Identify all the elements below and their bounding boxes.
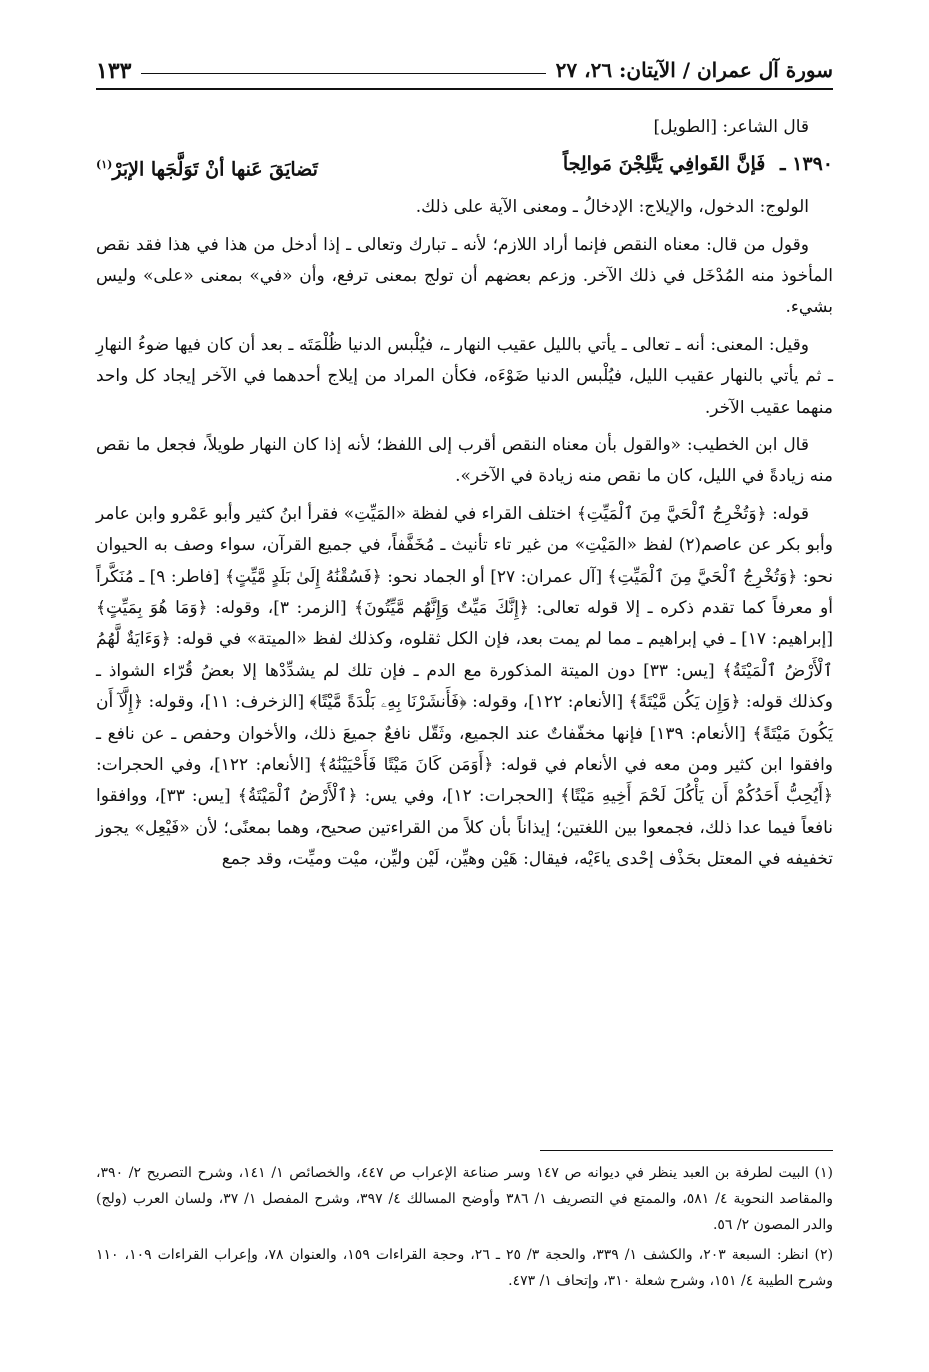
poetry-verse: [96, 149, 833, 186]
verse-second-hemistich: تَضايَقَ عَنها أنْ تَوَلَّجَها الإبَرْ$^{(١)}$: [96, 158, 318, 181]
verse-first-hemistich: ١٣٩٠ ـ فَإنَّ القَوافِي يَتَّلِجْنَ مَوالِجاً: [562, 153, 833, 176]
header-rule: [141, 73, 545, 74]
footnote: (٢) انظر: السبعة ٢٠٣، والكشف ١/ ٣٣٩، والحجة ٣/ ٢٥ ـ ٢٦، وحجة القراءات ١٥٩، والعنوان ٧٨، وإعراب القراءات ١٠٩، ١١٠ وشرح الطيبة ٤/ ١٥١، وشرح شعلة ٣١٠، وإتحاف ١/ ٤٧٣.: [96, 1247, 834, 1289]
paragraph: قال ابن الخطيب: «والقول بأن معناه النقص أقرب إلى اللفظ؛ لأنه إذا كان النهار طويلاً، فجعل ما نقص منه زيادةً في الليل، كان ما نقص منه زيادة في الآخر».: [96, 434, 833, 487]
paragraph: وقول من قال: معناه النقص فإنما أراد اللازم؛ لأنه ـ تبارك وتعالى ـ إذا أدخل من هذا في هذا فقد نقص المأخوذ منه المُدْخَل في ذلك الآخر. وزعم بعضهم أن تولج بمعنى ترفع، وأن «في» بمعنى «على» وليس بشيء.: [96, 234, 833, 318]
paragraph: وقيل: المعنى: أنه ـ تعالى ـ يأتي بالليل عقيب النهار ـ، فيُلْبس الدنيا ظُلْمَتَه ـ بعد أن كان فيها ضوءُ النهارِ ـ ثم يأتي بالنهار عقيب الليل، فيُلْبس الدنيا ضَوْءَه، فكأن المراد من إيلاج أحدهما في الآخر إيجاد كل واحد منهما عقيب الآخر.: [96, 334, 833, 418]
header-title: سورة آل عمران / الآيتان: ٢٦، ٢٧: [555, 58, 833, 82]
footnote: (١) البيت لطرفة بن العبد ينظر في ديوانه ص ١٤٧ وسر صناعة الإعراب ص ٤٤٧، والخصائص ١/ ١٤١، وشرح التصريح ٢/ ٣٩٠، والمقاصد النحوية ٤/ ٥٨١، والممتع في التصريف ١/ ٣٨٦ وأوضح المسالك ٤/ ٣٩٧، وشرح المفصل ١/ ٣٧، ولسان العرب (ولج) والدر المصون ٢/ ٥٦.: [96, 1165, 834, 1233]
footnotes: [96, 1160, 833, 1298]
main-text: [96, 112, 833, 882]
paragraph: الولوج: الدخول، والإيلاج: الإدخالُ ـ ومعنى الآية على ذلك.: [415, 197, 809, 218]
footnote-separator: [540, 1150, 833, 1151]
running-header: [96, 48, 833, 90]
page-number: ١٣٣: [96, 58, 132, 84]
paragraph: قوله: ﴿وَتُخْرِجُ ٱلْحَيَّ مِنَ ٱلْمَيِّتِ﴾ اختلف القراء في لفظة «المَيِّتِ» فقرأ ابنُ كثير وأبو عَمْرو وابن عامر وأبو بكر عن عاصم(٢) لفظ «المَيْتِ» من غير تاء تأنيث ـ مُخَفَّفاً، في جميع القرآن، سواء وصف به الحيوان نحو: ﴿وَتُخْرِجُ ٱلْحَيَّ مِنَ ٱلْمَيِّتِ﴾ [آل عمران: ٢٧] أو الجماد نحو: ﴿فَسُقْنَٰهُ إِلَىٰ بَلَدٍ مَّيِّتٍ﴾ [فاطر: ٩] ـ مُنَكَّراً أو معرفاً كما تقدم ذكره ـ إلا قوله تعالى: ﴿إِنَّكَ مَيِّتٌ وَإِنَّهُم مَّيِّتُونَ﴾ [الزمر: ٣]، وقوله: ﴿وَمَا هُوَ بِمَيِّتٍ﴾ [إبراهيم: ١٧] ـ في إبراهيم ـ مما لم يمت بعد، فإن الكل ثقلوه، وكذلك لفظ «الميتة» في قوله: ﴿وَءَايَةٌ لَّهُمُ ٱلْأَرْضُ ٱلْمَيْتَةُ﴾ [يس: ٣٣] دون الميتة المذكورة مع الدم ـ فإن تلك لم يشدِّدْها إلا بعضُ قُرّاء الشواذ ـ وكذلك قوله: ﴿وَإِن يَكُن مَّيْتَةً﴾ [الأنعام: ١٢٢]، وقوله: ﴿فَأَنشَرْنَا بِهِۦ بَلْدَةً مَّيْتًا﴾ [الزخرف: ١١]، وقوله: ﴿إِلَّآ أَن يَكُونَ مَيْتَةً﴾ [الأنعام: ١٣٩] فإنها مخفّفاتٌ عند الجميع، وثَقّل نافعٌ جميعَ ذلك، والأخوان وحفص ـ عن نافع ـ وافقوا ابن كثير ومن معه في الأنعام في قوله: ﴿أَوَمَن كَانَ مَيْتًا فَأَحْيَيْنَٰهُ﴾ [الأنعام: ١٢٢]، وفي الحجرات: ﴿أَيُحِبُّ أَحَدُكُمْ أَن يَأْكُلَ لَحْمَ أَخِيهِ مَيْتًا﴾ [الحجرات: ١٢]، وفي يس: ﴿ٱلْأَرْضُ ٱلْمَيْتَةُ﴾ [يس: ٣٣]، ووافقوا نافعاً فيما عدا ذلك، فجمعوا بين اللغتين؛ إيذاناً بأن كلاً من القراءتين صحيح، وهما بمعنًى؛ لأن «فَيْعِل» يجوز تخفيفه في المعتل بحَذْف إحْدى ياءَيْه، فيقال: هَيْن وهيِّن، لَيْن وليِّن، ميْت وميِّت، وقد جمع: [96, 503, 834, 870]
verse-number: ١٣٩٠ ـ: [779, 153, 833, 176]
footnote-ref: (١): [96, 158, 113, 172]
poet-intro: قال الشاعر: [الطويل]: [653, 117, 809, 137]
